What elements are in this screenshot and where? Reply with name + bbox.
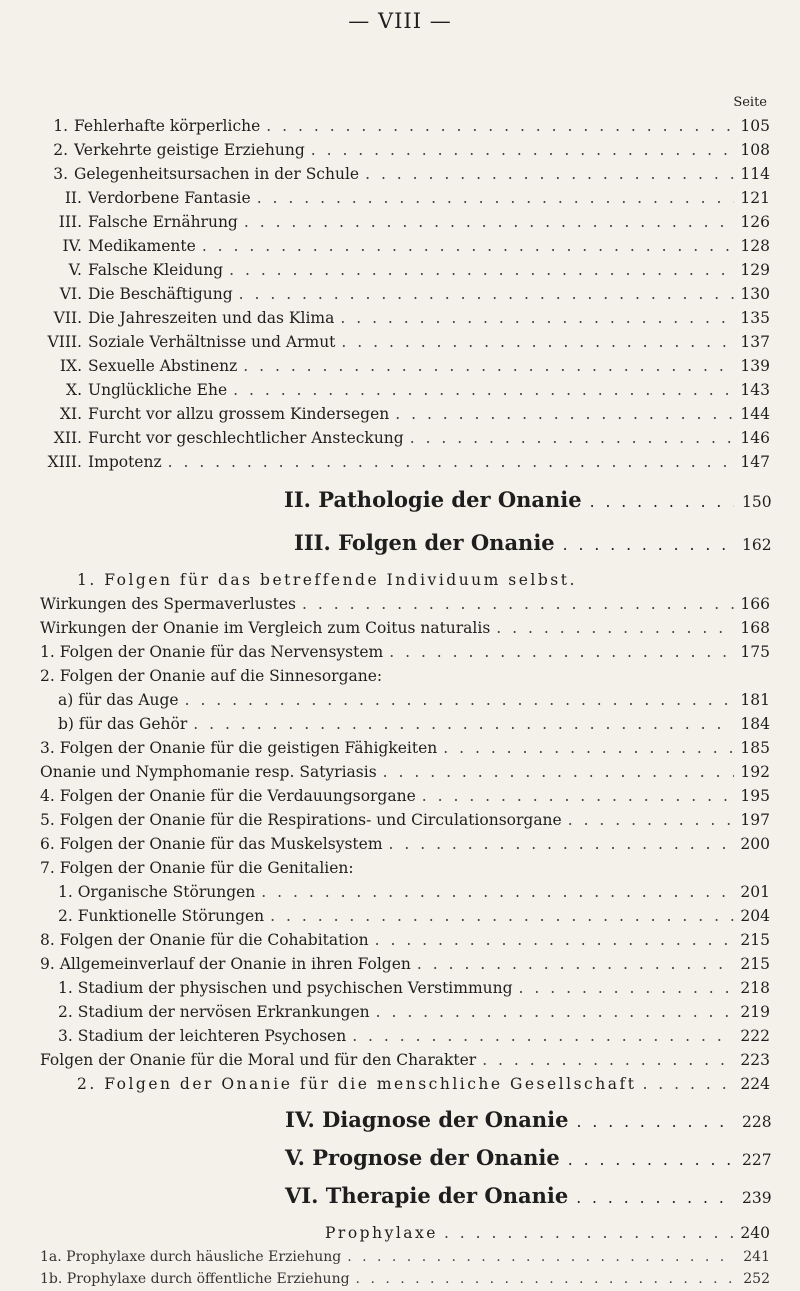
toc-entry: 1. Fehlerhafte körperliche . . . 105 [40,114,770,138]
section-heading: VI. Therapie der Onanie . . . 239 [40,1183,770,1217]
sub-heading: 1. Folgen für das betreffende Individuum selbst. [77,571,577,589]
toc-entry: VII. Die Jahreszeiten und das Klima . . . 135 [40,306,770,330]
toc-entry: Wirkungen des Spermaverlustes . . . 166 [40,592,770,616]
section-heading: III. Folgen der Onanie . . . 162 [40,530,770,564]
toc-entry: Folgen der Onanie für die Moral und für den Charakter . . . 223 [40,1048,770,1072]
section-heading: IV. Diagnose der Onanie . . . 228 [40,1107,770,1141]
toc-entry: 3. Stadium der leichteren Psychosen . . . 222 [58,1024,770,1048]
toc-entry: 6. Folgen der Onanie für das Muskelsystem . . . 200 [40,832,770,856]
toc-entry: 3. Gelegenheitsursachen in der Schule . . . 114 [40,162,770,186]
toc-entry: 7. Folgen der Onanie für die Genitalien: [40,859,354,877]
toc-entry: 5. Folgen der Onanie für die Respirations- und Circulationsorgane . . . 197 [40,808,770,832]
toc-entry: 8. Folgen der Onanie für die Cohabitation . . . 215 [40,928,770,952]
toc-entry: 2. Funktionelle Störungen . . . 204 [58,904,770,928]
section-heading: V. Prognose der Onanie . . . 227 [40,1145,770,1179]
toc-entry: XII. Furcht vor geschlechtlicher Ansteckung . . . 146 [40,426,770,450]
toc-entry: 2. Verkehrte geistige Erziehung . . . 108 [40,138,770,162]
toc-entry: 2. Stadium der nervösen Erkrankungen . . . 219 [58,1000,770,1024]
toc-entry: 1. Organische Störungen . . . 201 [58,880,770,904]
toc-entry: 1b. Prophylaxe durch öffentliche Erziehung . . . 252 [40,1267,770,1291]
toc-entry: XIII. Impotenz . . . 147 [40,450,770,474]
toc-entry: XI. Furcht vor allzu grossem Kindersegen . . . 144 [40,402,770,426]
toc-entry: Prophylaxe . . . 240 [325,1221,770,1245]
toc-entry: 1a. Prophylaxe durch häusliche Erziehung . . . 241 [40,1245,770,1269]
toc-entry: 9. Allgemeinverlauf der Onanie in ihren Folgen . . . 215 [40,952,770,976]
column-label-seite: Seite [733,95,767,110]
toc-entry: 2. Folgen der Onanie auf die Sinnesorgane: [40,667,383,685]
toc-entry: IV. Medikamente . . . 128 [40,234,770,258]
toc-entry: Wirkungen der Onanie im Vergleich zum Coitus naturalis . . . 168 [40,616,770,640]
toc-entry: VIII. Soziale Verhältnisse und Armut . . . 137 [40,330,770,354]
toc-entry: Onanie und Nymphomanie resp. Satyriasis . . . 192 [40,760,770,784]
toc-entry: 4. Folgen der Onanie für die Verdauungsorgane . . . 195 [40,784,770,808]
toc-entry: IX. Sexuelle Abstinenz . . . 139 [40,354,770,378]
toc-entry: b) für das Gehör . . . 184 [58,712,770,736]
sub-heading: 2. Folgen der Onanie für die menschliche Gesellschaft . . . 224 [77,1072,770,1096]
toc-entry: III. Falsche Ernährung . . . 126 [40,210,770,234]
toc-entry: 1. Stadium der physischen und psychischen Verstimmung . . . 218 [58,976,770,1000]
page-number: — VIII — [348,9,452,33]
toc-entry: 1. Folgen der Onanie für das Nervensystem . . . 175 [40,640,770,664]
toc-entry: II. Verdorbene Fantasie . . . 121 [40,186,770,210]
section-heading: II. Pathologie der Onanie . . . 150 [40,487,770,521]
toc-entry: V. Falsche Kleidung . . . 129 [40,258,770,282]
toc-entry: 3. Folgen der Onanie für die geistigen Fähigkeiten . . . 185 [40,736,770,760]
toc-entry: VI. Die Beschäftigung . . . 130 [40,282,770,306]
toc-entry: X. Unglückliche Ehe . . . 143 [40,378,770,402]
toc-entry: a) für das Auge . . . 181 [58,688,770,712]
